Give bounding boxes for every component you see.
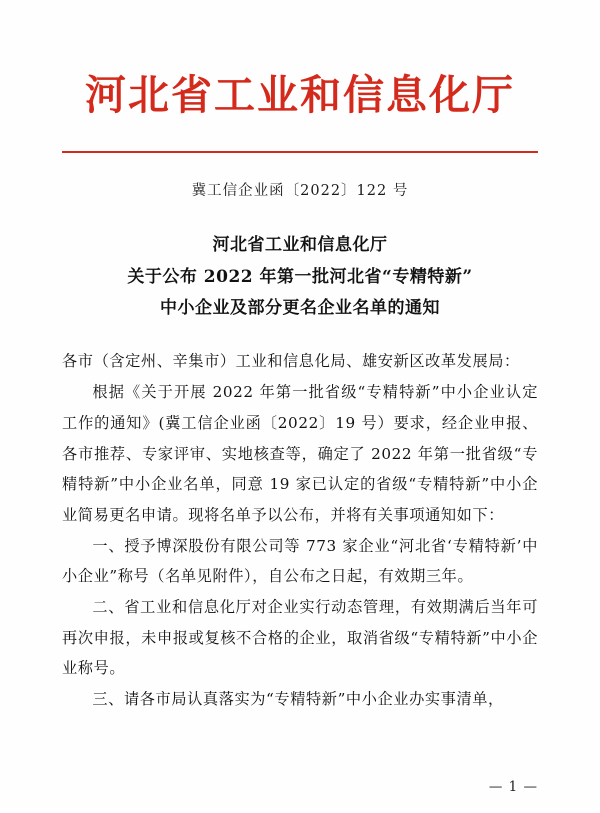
issuing-organization-title: 河北省工业和信息化厅 [85,71,515,119]
document-title-line-2: 关于公布 2022 年第一批河北省“专精特新” [127,266,473,287]
masthead [62,0,538,153]
document-number: 冀工信企业函〔2022〕122 号 [191,183,409,200]
document-body [62,346,538,714]
body-paragraph-4: 三、请各市局认真落实为“专精特新”中小企业办实事清单， [92,690,504,709]
body-paragraph-2: 一、授予博深股份有限公司等 773 家企业“河北省‘专精特新’中小企业”称号（名单见附件），自公布之日起，有效期三年。 [62,536,538,586]
document-title [62,230,538,324]
recipient-line: 各市（含定州、辛集市）工业和信息化局、雄安新区改革发展局： [62,352,520,371]
document-title-line-1: 河北省工业和信息化厅 [212,235,388,256]
body-paragraph-3: 二、省工业和信息化厅对企业实行动态管理，有效期满后当年可再次申报，未申报或复核不合格的企业，取消省级“专精特新”中小企业称号。 [62,598,538,678]
document-title-line-3: 中小企业及部分更名企业名单的通知 [160,298,440,319]
masthead-divider [62,151,538,153]
page-number: — 1 — [488,779,538,795]
body-paragraph-1: 根据《关于开展 2022 年第一批省级“专精特新”中小企业认定工作的通知》(冀工信企业函〔2022〕19 号）要求，经企业申报、各市推荐、专家评审、实地核查等，确定了 2022 年第一批省级“专精特新”中小企业名单，同意 19 家已认定的省级“专精特新”中小企业简易更名申请。现将名单予以公布，并将有关事项通知如下： [62,383,538,524]
